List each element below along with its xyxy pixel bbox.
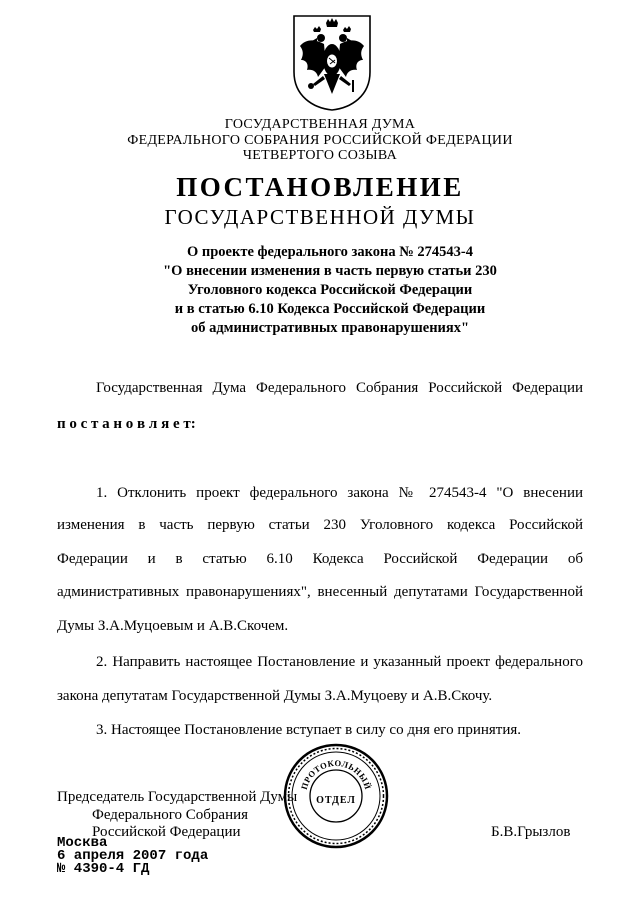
item-2-line: 2. Направить настоящее Постановление и указанный проект федерального: [96, 654, 583, 670]
stamp-center-text: ОТДЕЛ: [316, 795, 356, 806]
svg-text:ПРОТОКОЛЬНЫЙ: [299, 758, 373, 791]
header-line-1: ГОСУДАРСТВЕННАЯ ДУМА: [224, 117, 416, 132]
document-subtitle: ГОСУДАРСТВЕННОЙ ДУМЫ: [164, 205, 476, 229]
footer-date: 6 апреля 2007 года: [57, 848, 209, 864]
item-1-line: Думы З.А.Муцоевым и А.В.Скочем.: [57, 618, 289, 634]
stamp-arc-text: ПРОТОКОЛЬНЫЙ: [298, 757, 374, 791]
item-1-line: Федерации и в статью 6.10 Кодекса Российской Федерации об: [57, 551, 583, 567]
signatory-title-line: Федерального Собрания: [92, 807, 249, 823]
document-title: ПОСТАНОВЛЕНИЕ: [176, 172, 464, 202]
subject-line: и в статью 6.10 Кодекса Российской Федерации: [174, 301, 486, 317]
subject-line: О проекте федерального закона № 274543-4: [186, 244, 474, 260]
state-emblem-icon: [291, 14, 373, 112]
header-line-2: ФЕДЕРАЛЬНОГО СОБРАНИЯ РОССИЙСКОЙ ФЕДЕРАЦИИ: [127, 133, 513, 148]
header-line-3: ЧЕТВЕРТОГО СОЗЫВА: [242, 148, 398, 163]
item-2-line: закона депутатам Государственной Думы З.А.Муцоеву и А.В.Скочу.: [57, 688, 493, 704]
footer-number: № 4390-4 ГД: [57, 861, 150, 877]
item-3: 3. Настоящее Постановление вступает в силу со дня его принятия.: [96, 722, 522, 738]
official-stamp: [282, 742, 390, 850]
item-1-line: изменения в часть первую статьи 230 Уголовного кодекса Российской: [57, 517, 583, 533]
item-1-line: административных правонарушениях", внесенный депутатами Государственной: [57, 584, 583, 600]
signatory-name: Б.В.Грызлов: [491, 824, 571, 840]
subject-line: об административных правонарушениях": [190, 320, 470, 336]
preamble: Государственная Дума Федерального Собрания Российской Федерации: [96, 380, 583, 396]
item-1-line: 1. Отклонить проект федерального закона № 274543-4 "О внесении: [96, 485, 583, 501]
resolves-verb: п о с т а н о в л я е т:: [57, 416, 196, 432]
signatory-title-line: Председатель Государственной Думы: [57, 789, 298, 805]
subject-line: "О внесении изменения в часть первую статьи 230: [163, 263, 497, 279]
footer-city: Москва: [57, 835, 108, 851]
subject-line: Уголовного кодекса Российской Федерации: [187, 282, 473, 298]
signatory-title-line: Российской Федерации: [92, 824, 241, 840]
